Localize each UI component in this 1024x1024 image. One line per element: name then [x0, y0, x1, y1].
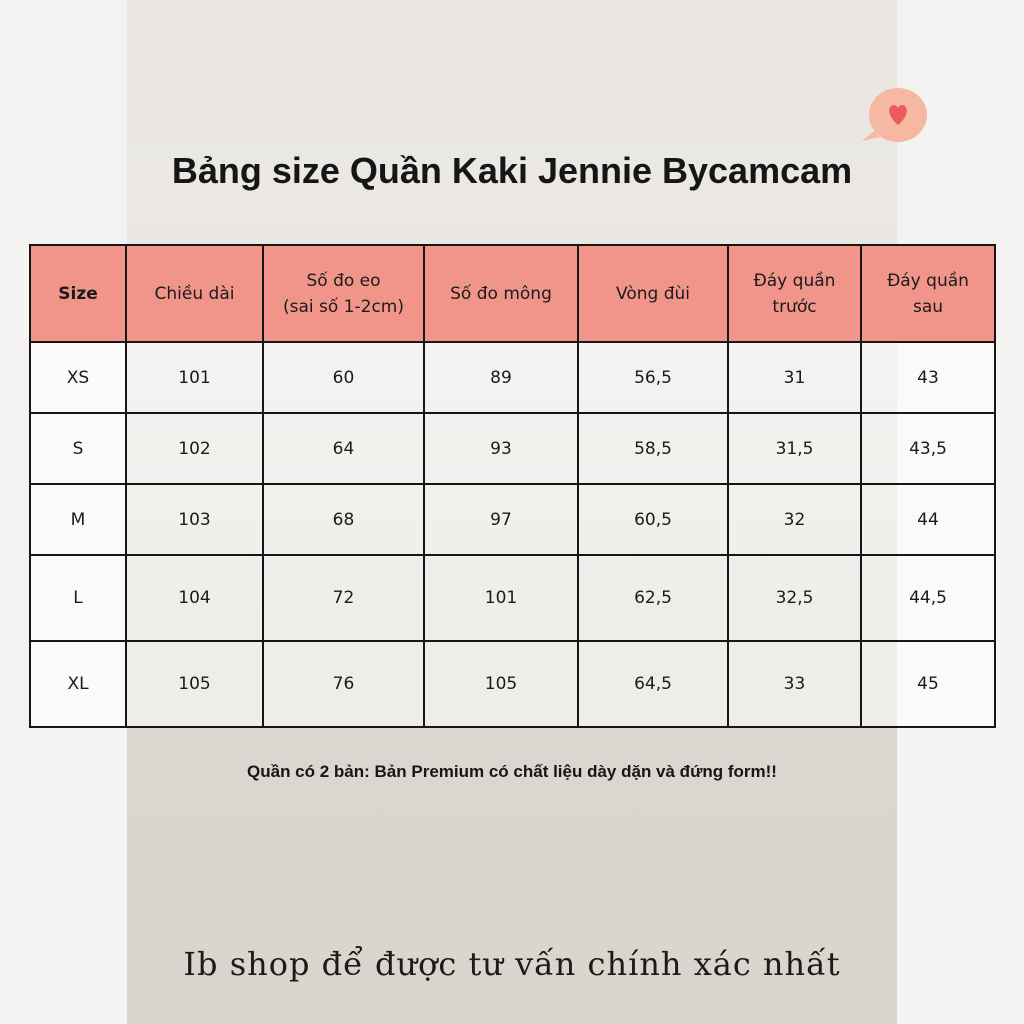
- table-cell: L: [30, 555, 126, 641]
- table-cell: 68: [263, 484, 424, 555]
- table-row: [30, 641, 995, 727]
- table-cell: 102: [126, 413, 263, 484]
- table-cell: 31,5: [728, 413, 861, 484]
- table-cell: 60,5: [578, 484, 728, 555]
- header-front-rise: Đáy quần trước: [728, 245, 861, 342]
- table-cell: 33: [728, 641, 861, 727]
- header-size: Size: [30, 245, 126, 342]
- header-back-rise: Đáy quần sau: [861, 245, 995, 342]
- table-cell: 101: [126, 342, 263, 413]
- table-cell: 31: [728, 342, 861, 413]
- table-cell: 104: [126, 555, 263, 641]
- table-row: [30, 413, 995, 484]
- table-cell: 93: [424, 413, 578, 484]
- table-row: [30, 484, 995, 555]
- page-title: Bảng size Quần Kaki Jennie Bycamcam: [171, 150, 853, 191]
- table-cell: 45: [861, 641, 995, 727]
- table-cell: 105: [424, 641, 578, 727]
- table-cell: 103: [126, 484, 263, 555]
- table-cell: 62,5: [578, 555, 728, 641]
- table-header-row: [30, 245, 995, 342]
- header-thigh: Vòng đùi: [578, 245, 728, 342]
- table-cell: 44,5: [861, 555, 995, 641]
- table-cell: 64,5: [578, 641, 728, 727]
- table-cell: 72: [263, 555, 424, 641]
- table-cell: M: [30, 484, 126, 555]
- table-cell: 97: [424, 484, 578, 555]
- table-cell: 64: [263, 413, 424, 484]
- header-waist: Số đo eo (sai số 1-2cm): [263, 245, 424, 342]
- heart-speech-bubble-icon: [860, 85, 928, 147]
- table-cell: 56,5: [578, 342, 728, 413]
- table-row: [30, 555, 995, 641]
- header-length: Chiều dài: [126, 245, 263, 342]
- size-table: [29, 244, 996, 728]
- table-cell: 105: [126, 641, 263, 727]
- table-cell: 44: [861, 484, 995, 555]
- table-row: [30, 342, 995, 413]
- table-cell: 58,5: [578, 413, 728, 484]
- table-cell: 60: [263, 342, 424, 413]
- table-cell: 43,5: [861, 413, 995, 484]
- header-hip: Số đo mông: [424, 245, 578, 342]
- table-cell: 76: [263, 641, 424, 727]
- table-cell: 32: [728, 484, 861, 555]
- table-cell: XL: [30, 641, 126, 727]
- table-cell: 43: [861, 342, 995, 413]
- footer-contact-text: Ib shop để được tư vấn chính xác nhất: [183, 945, 841, 983]
- table-cell: 89: [424, 342, 578, 413]
- table-cell: S: [30, 413, 126, 484]
- product-note: Quần có 2 bản: Bản Premium có chất liệu dày dặn và đứng form!!: [247, 762, 777, 781]
- table-cell: 101: [424, 555, 578, 641]
- table-cell: XS: [30, 342, 126, 413]
- table-cell: 32,5: [728, 555, 861, 641]
